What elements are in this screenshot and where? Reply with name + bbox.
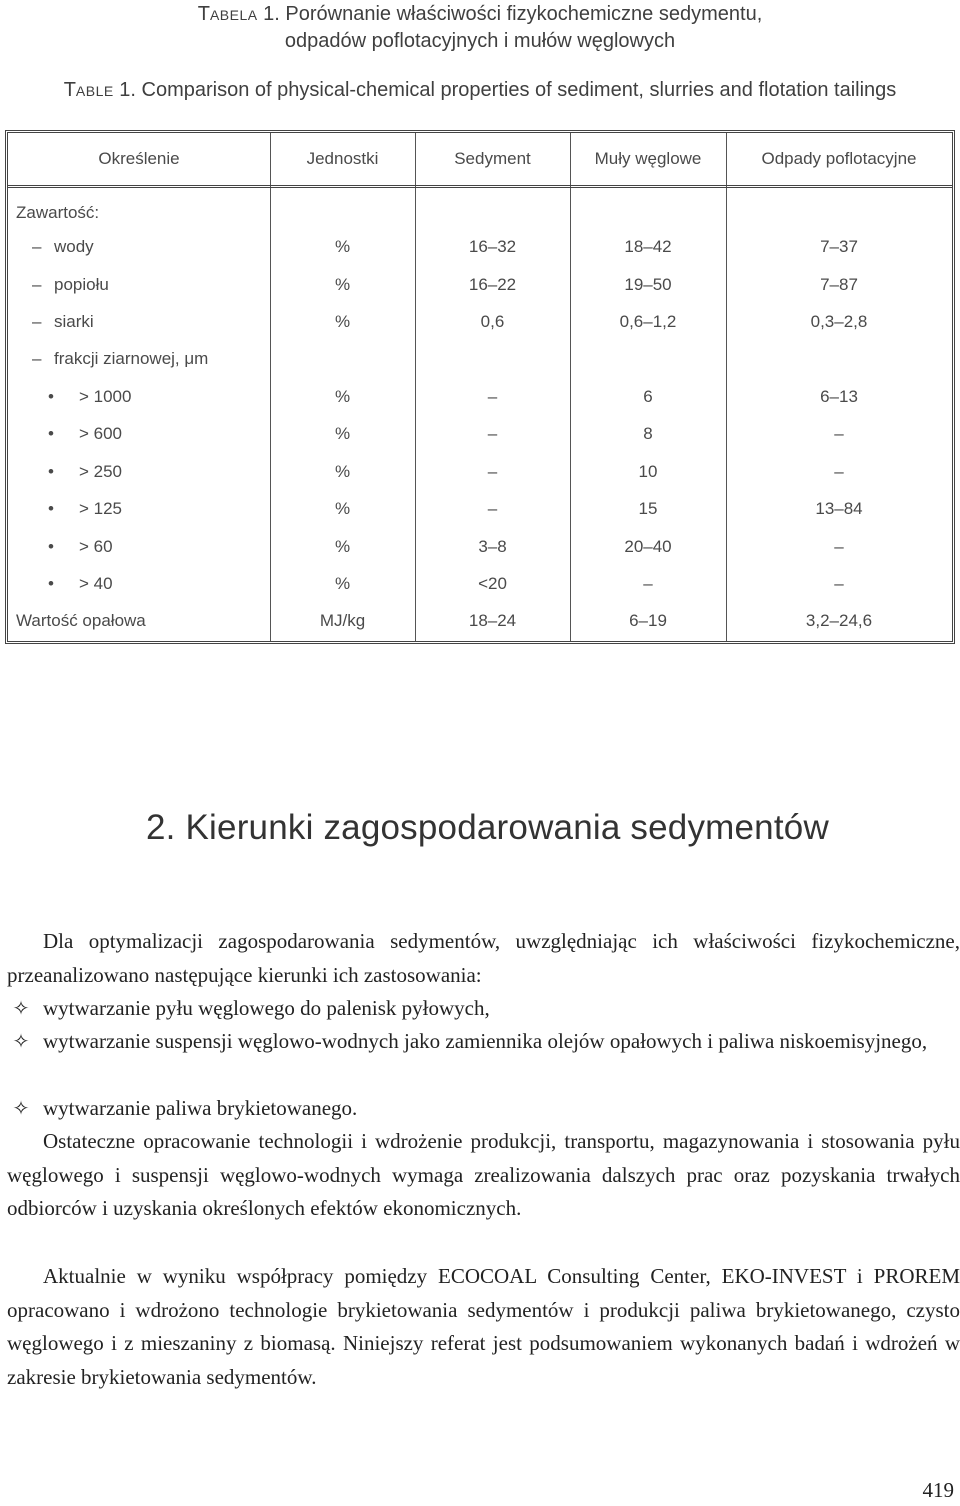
cell-muly: 6–19 [629, 611, 667, 630]
table-caption-pl-line2: odpadów poflotacyjnych i mułów węglowych [284, 30, 676, 52]
row-label: popiołu [54, 275, 109, 294]
section-heading: 2. Kierunki zagospodarowania sedymentów [146, 808, 829, 847]
table-row [8, 203, 952, 233]
cell-sedyment: – [487, 387, 498, 406]
cell-odpady: 0,3–2,8 [810, 312, 868, 331]
bullet-marker: • [48, 537, 54, 556]
four-point-star-icon: ✧ [12, 1096, 30, 1120]
header-sedyment: Sedyment [454, 149, 531, 168]
cell-unit: MJ/kg [319, 611, 366, 630]
cell-unit: % [334, 387, 351, 406]
row-label: > 250 [79, 462, 123, 481]
dash-marker: – [32, 275, 42, 294]
row-label: > 1000 [79, 387, 132, 406]
cell-unit: % [334, 462, 351, 481]
cell-odpady: 3,2–24,6 [805, 611, 873, 630]
cell-muly: 19–50 [624, 275, 672, 294]
cell-odpady: – [834, 424, 844, 443]
caption-en-prefix-initial: T [63, 79, 76, 101]
caption-pl-line1: 1. Porównanie właściwości fizykochemiczne sedymentu, [257, 3, 763, 25]
header-jednostki: Jednostki [306, 149, 379, 168]
list-item-text: wytwarzanie suspensji węglowo-wodnych jako zamiennika olejów opałowych i paliwa niskoemisyjnego, [43, 1029, 928, 1053]
row-label: > 125 [79, 499, 123, 518]
cell-muly: 18–42 [624, 237, 672, 256]
header-okreslenie: Określenie [98, 149, 180, 168]
table-row [8, 312, 952, 342]
cell-odpady: – [834, 462, 844, 481]
table-row [8, 387, 952, 417]
cell-sedyment: <20 [478, 574, 507, 593]
list-item-text: wytwarzanie paliwa brykietowanego. [43, 1096, 358, 1120]
caption-en-text: 1. Comparison of physical-chemical properties of sediment, slurries and flotation tailings [113, 79, 897, 101]
caption-en-prefix-smallcaps: ABLE [75, 83, 114, 99]
table-row [8, 349, 952, 379]
cell-muly: 20–40 [624, 537, 672, 556]
cell-unit: % [334, 424, 351, 443]
table-row [8, 537, 952, 567]
page-number: 419 [922, 1478, 954, 1502]
cell-unit: % [334, 312, 351, 331]
cell-odpady: – [834, 574, 844, 593]
cell-sedyment: 16–22 [468, 275, 517, 294]
cell-muly: 6 [643, 387, 653, 406]
cell-unit: % [334, 574, 351, 593]
cell-muly: 8 [643, 424, 653, 443]
header-muly: Muły węglowe [594, 149, 702, 168]
cell-sedyment: 0,6 [480, 312, 505, 331]
table-row [8, 237, 952, 267]
row-label: wody [54, 237, 94, 256]
paragraph-text: Aktualnie w wyniku współpracy pomiędzy ECOCOAL Consulting Center, EKO-INVEST i PROREM opracowano i wdrożono technologie brykietowania sedymentów i produkcji paliwa brykietowanego, czysto węglowego i z mieszaniny z biomasą. Niniejszy referat jest podsumowaniem wykonanych badań i wdrożeń w zakresie brykietowania sedymentów. [7, 1264, 960, 1389]
four-point-star-icon: ✧ [12, 996, 30, 1020]
intro-text: Dla optymalizacji zagospodarowania sedymentów, uwzględniając ich właściwości fizykochemiczne, przeanalizowano następujące kierunki ich zastosowania: [7, 929, 960, 987]
bullet-marker: • [48, 574, 54, 593]
bullet-marker: • [48, 424, 54, 443]
cell-muly: 10 [638, 462, 658, 481]
four-point-star-icon: ✧ [12, 1029, 30, 1053]
dash-marker: – [32, 237, 42, 256]
cell-muly: 0,6–1,2 [619, 312, 677, 331]
table-row [8, 574, 952, 604]
cell-odpady: – [834, 537, 844, 556]
cell-sedyment: 16–32 [468, 237, 517, 256]
table-caption-pl [0, 3, 960, 26]
row-label: > 40 [79, 574, 113, 593]
cell-odpady: 6–13 [820, 387, 858, 406]
properties-table [5, 130, 955, 644]
cell-sedyment: 3–8 [478, 537, 507, 556]
header-odpady: Odpady poflotacyjne [761, 149, 917, 168]
dash-marker: – [32, 312, 42, 331]
table-row [8, 275, 952, 305]
cell-odpady: 13–84 [815, 499, 863, 518]
header-divider [8, 185, 952, 188]
table-row [8, 611, 952, 641]
cell-sedyment: 18–24 [468, 611, 517, 630]
list-item-text: wytwarzanie pyłu węglowego do palenisk pyłowych, [43, 996, 490, 1020]
row-label: > 600 [79, 424, 123, 443]
cell-odpady: 7–87 [820, 275, 858, 294]
bullet-marker: • [48, 462, 54, 481]
paragraph-text: Ostateczne opracowanie technologii i wdrożenie produkcji, transportu, magazynowania i stosowania pyłu węglowego i suspensji węglowo-wodnych wymaga zrealizowania dalszych prac oraz pozyskania trwałych odbiorców i uzyskania określonych efektów ekonomicznych. [7, 1129, 960, 1220]
row-label: > 60 [79, 537, 113, 556]
intro-paragraph [7, 925, 960, 992]
caption-prefix-initial: T [197, 3, 210, 25]
cell-unit: % [334, 499, 351, 518]
cell-unit: % [334, 537, 351, 556]
cell-muly: 15 [638, 499, 658, 518]
table-row [8, 424, 952, 454]
cell-unit: % [334, 237, 351, 256]
cell-unit: % [334, 275, 351, 294]
cell-sedyment: – [487, 462, 498, 481]
dash-marker: – [32, 349, 42, 368]
row-label: Zawartość: [16, 203, 100, 222]
row-label: siarki [54, 312, 94, 331]
table-caption-en [0, 79, 960, 102]
body-paragraph [7, 1260, 960, 1394]
row-label: frakcji ziarnowej, μm [54, 349, 209, 368]
table-row [8, 499, 952, 529]
caption-prefix-smallcaps: ABELA [209, 7, 258, 23]
cell-muly: – [643, 574, 653, 593]
body-paragraph [7, 1125, 960, 1226]
bullet-marker: • [48, 387, 54, 406]
cell-odpady: 7–37 [820, 237, 858, 256]
bullet-marker: • [48, 499, 54, 518]
table-row [8, 462, 952, 492]
row-label: Wartość opałowa [16, 611, 146, 630]
cell-sedyment: – [487, 424, 498, 443]
cell-sedyment: – [487, 499, 498, 518]
